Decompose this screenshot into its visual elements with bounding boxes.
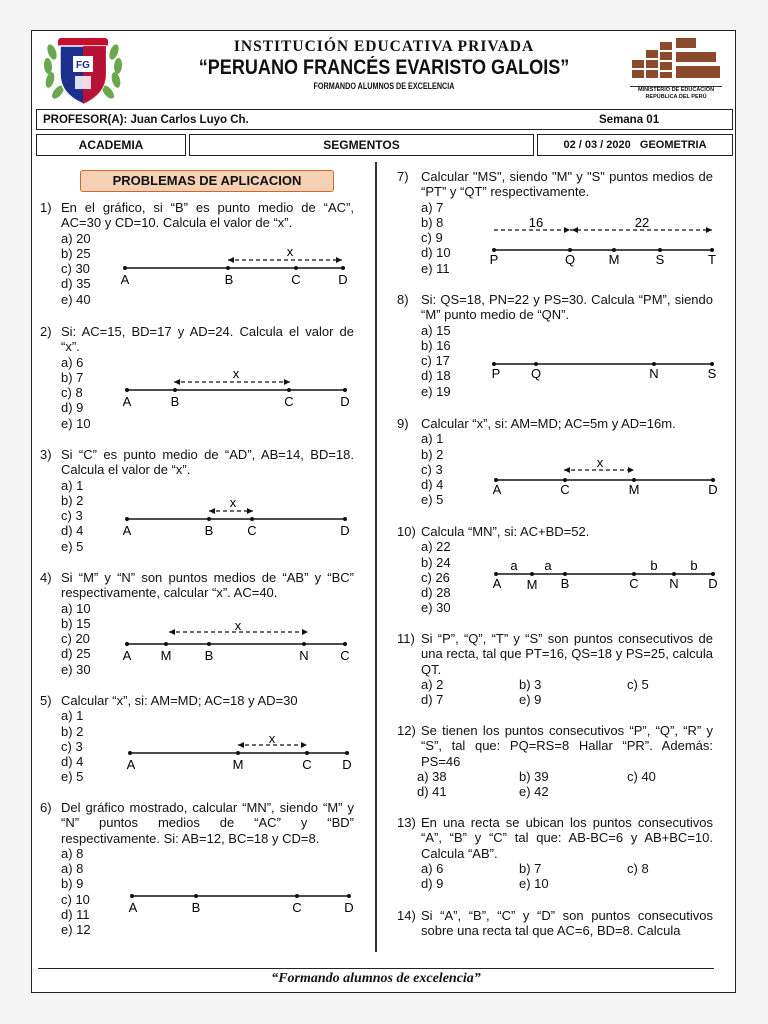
point-label: M bbox=[526, 577, 538, 592]
point-label: D bbox=[338, 272, 348, 287]
option: b) 2 bbox=[421, 446, 444, 462]
option: c) 30 bbox=[61, 261, 90, 277]
svg-text:FG: FG bbox=[76, 60, 90, 71]
option: a) 22 bbox=[421, 539, 451, 555]
option: e) 30 bbox=[61, 661, 91, 677]
option: b) 39 bbox=[519, 768, 549, 784]
column-divider bbox=[375, 162, 377, 952]
point-label: C bbox=[629, 576, 639, 591]
option: b) 24 bbox=[421, 554, 451, 570]
ministry-caption bbox=[630, 86, 722, 100]
option: c) 8 bbox=[61, 385, 83, 401]
option: d) 4 bbox=[421, 477, 444, 493]
option: d) 25 bbox=[61, 646, 91, 662]
option: e) 12 bbox=[61, 922, 91, 938]
option: e) 10 bbox=[519, 876, 549, 892]
section-title: PROBLEMAS DE APLICACION bbox=[80, 170, 334, 192]
option: c) 3 bbox=[61, 508, 83, 524]
point-label: A bbox=[122, 523, 132, 538]
problem-number: 14) bbox=[397, 908, 416, 923]
problem-text: Si: AC=15, BD=17 y AD=24. Calcula el valor de “x”. bbox=[61, 324, 354, 355]
problem-number: 11) bbox=[397, 631, 415, 646]
option: e) 42 bbox=[519, 784, 549, 800]
option: c) 10 bbox=[61, 891, 90, 907]
option: c) 20 bbox=[61, 631, 90, 647]
point-label: C bbox=[292, 900, 302, 915]
point-label: C bbox=[302, 757, 312, 772]
problem-number: 9) bbox=[397, 416, 409, 431]
problem-6-figure bbox=[118, 868, 358, 918]
option: e) 5 bbox=[61, 769, 84, 785]
option: a) 1 bbox=[61, 708, 84, 724]
option: e) 9 bbox=[519, 692, 542, 708]
problem-5-figure bbox=[118, 725, 358, 775]
point-label: B bbox=[204, 523, 214, 538]
option: c) 3 bbox=[421, 461, 443, 477]
dimension-label: 16 bbox=[528, 215, 544, 230]
problem-number: 3) bbox=[40, 447, 52, 462]
dimension-label: x bbox=[229, 495, 237, 510]
point-label: N bbox=[669, 576, 679, 591]
point-label: A bbox=[492, 482, 502, 497]
point-label: P bbox=[491, 366, 501, 381]
option: d) 4 bbox=[61, 523, 84, 539]
option: c) 17 bbox=[421, 353, 450, 369]
option: b) 25 bbox=[61, 245, 91, 261]
option: b) 15 bbox=[61, 615, 91, 631]
point-label: D bbox=[708, 482, 718, 497]
dimension-label: x bbox=[596, 455, 604, 470]
problem-10-figure bbox=[488, 556, 722, 594]
option: a) 10 bbox=[61, 600, 91, 616]
institution-name: “PERUANO FRANCÉS EVARISTO GALOIS” bbox=[198, 56, 570, 79]
problem-number: 5) bbox=[40, 693, 52, 708]
point-label: D bbox=[344, 900, 354, 915]
problem-text: Si “C” es punto medio de “AD”, AB=14, BD=18. Calcula el valor de “x”. bbox=[61, 447, 354, 478]
point-label: C bbox=[284, 394, 294, 409]
point-label: B bbox=[191, 900, 201, 915]
option: a) 1 bbox=[421, 431, 444, 447]
option: b) 7 bbox=[519, 860, 542, 876]
option: b) 16 bbox=[421, 337, 451, 353]
point-label: Q bbox=[530, 366, 542, 381]
point-label: D bbox=[708, 576, 718, 591]
problem-12 bbox=[397, 723, 713, 799]
point-label: D bbox=[342, 757, 352, 772]
option: b) 9 bbox=[61, 876, 84, 892]
point-label: B bbox=[224, 272, 234, 287]
point-label: N bbox=[649, 366, 659, 381]
ministry-logo bbox=[628, 36, 724, 84]
option: e) 40 bbox=[61, 291, 91, 307]
problem-text: En una recta se ubican los puntos consecutivos “A”, “B” y “C” tal que: AB-BC=6 y AB+BC=10. Calcula “AB”. bbox=[421, 815, 713, 861]
option: e) 10 bbox=[61, 415, 91, 431]
problem-number: 6) bbox=[40, 800, 52, 815]
option: d) 28 bbox=[421, 585, 451, 601]
point-label: D bbox=[340, 523, 350, 538]
problem-text: Calcular “x”, si: AM=MD; AC=18 y AD=30 bbox=[61, 693, 298, 708]
problem-text: Si: QS=18, PN=22 y PS=30. Calcula “PM”, siendo “M” punto medio de “QN”. bbox=[421, 292, 713, 323]
problem-number: 13) bbox=[397, 815, 416, 830]
option: a) 7 bbox=[421, 199, 444, 215]
point-label: Q bbox=[564, 252, 576, 267]
problem-number: 1) bbox=[40, 200, 52, 215]
point-label: M bbox=[160, 648, 172, 663]
option: a) 8 bbox=[61, 861, 84, 877]
problem-8-figure bbox=[488, 352, 722, 386]
problem-7-figure bbox=[488, 210, 722, 272]
point-label: S bbox=[655, 252, 665, 267]
option: c) 8 bbox=[627, 860, 649, 876]
footer-slogan: “Formando alumnos de excelencia” bbox=[271, 971, 481, 986]
segment-label: a bbox=[510, 558, 518, 573]
point-label: D bbox=[340, 394, 350, 409]
point-label: B bbox=[170, 394, 180, 409]
option-grid bbox=[417, 769, 713, 800]
problem-text: Calcular “x”, si: AM=MD; AC=5m y AD=16m. bbox=[421, 416, 676, 431]
problem-text: Calcula “MN”, si: AC+BD=52. bbox=[421, 524, 590, 539]
point-label: C bbox=[560, 482, 570, 497]
option: c) 5 bbox=[627, 676, 649, 692]
option: c) 3 bbox=[61, 738, 83, 754]
problem-11 bbox=[397, 631, 713, 707]
point-label: A bbox=[128, 900, 138, 915]
option: d) 7 bbox=[421, 692, 444, 708]
problem-1-figure bbox=[118, 240, 358, 290]
problem-number: 7) bbox=[397, 169, 409, 184]
problem-number: 8) bbox=[397, 292, 409, 307]
topic-box: SEGMENTOS bbox=[189, 134, 534, 156]
option: c) 9 bbox=[421, 230, 443, 246]
point-label: A bbox=[126, 757, 136, 772]
option-grid bbox=[421, 677, 713, 708]
institution-title: INSTITUCIÓN EDUCATIVA PRIVADA bbox=[233, 38, 535, 55]
point-label: B bbox=[204, 648, 214, 663]
option: a) 6 bbox=[421, 860, 444, 876]
problem-text: Si “M” y “N” son puntos medios de “AB” y “BC” respectivamente, calcular “x”. AC=40. bbox=[61, 570, 354, 601]
option: a) 2 bbox=[421, 676, 444, 692]
point-label: M bbox=[232, 757, 244, 772]
point-label: A bbox=[492, 576, 502, 591]
option: b) 2 bbox=[61, 723, 84, 739]
problem-14 bbox=[397, 908, 713, 939]
option: a) 15 bbox=[421, 322, 451, 338]
option: b) 2 bbox=[61, 492, 84, 508]
footer-rule bbox=[38, 968, 714, 969]
point-label: M bbox=[608, 252, 620, 267]
option: b) 7 bbox=[61, 369, 84, 385]
date-subject-box: 02 / 03 / 2020 GEOMETRIA bbox=[537, 134, 733, 156]
option: c) 26 bbox=[421, 569, 450, 585]
arrowhead bbox=[564, 227, 570, 233]
academy-box: ACADEMIA bbox=[36, 134, 186, 156]
option: d) 4 bbox=[61, 754, 84, 770]
option: a) 6 bbox=[61, 354, 84, 370]
point-label: A bbox=[120, 272, 130, 287]
problem-text: Calcular "MS", siendo "M" y "S" puntos medios de “PT” y “QT” respectivamente. bbox=[421, 169, 713, 200]
problem-text: En el gráfico, si “B” es punto medio de “AC”, AC=30 y CD=10. Calcula el valor de “x”. bbox=[61, 200, 354, 231]
option: a) 8 bbox=[61, 845, 84, 861]
teacher-row bbox=[36, 109, 733, 130]
option: d) 41 bbox=[417, 784, 447, 800]
institution-tagline: FORMANDO ALUMNOS DE EXCELENCIA bbox=[313, 81, 455, 91]
school-logo bbox=[38, 32, 128, 108]
dimension-label: x bbox=[286, 244, 294, 259]
segment-label: b bbox=[650, 558, 658, 573]
option: a) 38 bbox=[417, 768, 447, 784]
option: d) 9 bbox=[61, 400, 84, 416]
option: d) 11 bbox=[61, 907, 90, 923]
segment-label: a bbox=[544, 558, 552, 573]
point-label: T bbox=[708, 252, 716, 267]
option: a) 20 bbox=[61, 230, 91, 246]
option: d) 9 bbox=[421, 876, 444, 892]
problem-4-figure bbox=[118, 616, 358, 666]
problem-number: 12) bbox=[397, 723, 416, 738]
problem-text: Se tienen los puntos consecutivos “P”, “Q”, “R” y “S”, tal que: PQ=RS=8 Hallar “PR”. Además: PS=46 bbox=[421, 723, 713, 769]
problem-text: Si “P”, “Q”, “T” y “S” son puntos consecutivos de una recta, tal que PT=16, QS=18 y PS=25, calcula QT. bbox=[421, 631, 713, 677]
point-label: P bbox=[489, 252, 499, 267]
option: e) 5 bbox=[421, 492, 444, 508]
problem-3-figure bbox=[118, 491, 358, 541]
teacher-label: PROFESOR(A): Juan Carlos Luyo Ch. bbox=[43, 113, 249, 126]
problem-text: Si “A”, “B”, “C” y “D” son puntos consecutivos sobre una recta tal que AC=6, BD=8. Calcula bbox=[421, 908, 713, 939]
segment-label: b bbox=[690, 558, 698, 573]
point-label: B bbox=[560, 576, 570, 591]
point-label: A bbox=[122, 394, 132, 409]
ministry-line2: REPÚBLICA DEL PERÚ bbox=[645, 93, 707, 100]
option: e) 30 bbox=[421, 600, 451, 616]
point-label: C bbox=[340, 648, 350, 663]
point-label: C bbox=[247, 523, 257, 538]
option: d) 18 bbox=[421, 368, 451, 384]
option: e) 5 bbox=[61, 538, 84, 554]
option: e) 19 bbox=[421, 383, 451, 399]
option: e) 11 bbox=[421, 260, 450, 276]
problem-9-figure bbox=[488, 452, 722, 502]
point-label: C bbox=[291, 272, 301, 287]
option: a) 1 bbox=[61, 477, 84, 493]
problem-number: 10) bbox=[397, 524, 416, 539]
problem-number: 4) bbox=[40, 570, 52, 585]
problem-2-figure bbox=[118, 362, 358, 412]
problem-13 bbox=[397, 815, 713, 891]
dimension-label: x bbox=[232, 366, 240, 381]
week-label: Semana 01 bbox=[599, 113, 660, 126]
problem-number: 2) bbox=[40, 324, 52, 339]
problem-text: Del gráfico mostrado, calcular “MN”, siendo “M” y “N” puntos medios de “AC” y “BD” respectivamente. Si: AB=12, BC=18 y CD=8. bbox=[61, 800, 354, 846]
option: b) 3 bbox=[519, 676, 542, 692]
dimension-label: x bbox=[234, 618, 242, 633]
point-label: A bbox=[122, 648, 132, 663]
point-label: N bbox=[299, 648, 309, 663]
point-label: S bbox=[707, 366, 717, 381]
option: d) 10 bbox=[421, 245, 451, 261]
option: b) 8 bbox=[421, 214, 444, 230]
ministry-line1: MINISTERIO DE EDUCACIÓN bbox=[637, 87, 715, 93]
dimension-label: x bbox=[268, 731, 276, 746]
point-label: M bbox=[628, 482, 640, 497]
option: d) 35 bbox=[61, 276, 91, 292]
dimension-label: 22 bbox=[634, 215, 650, 230]
option-grid bbox=[421, 861, 713, 892]
option: c) 40 bbox=[627, 768, 656, 784]
